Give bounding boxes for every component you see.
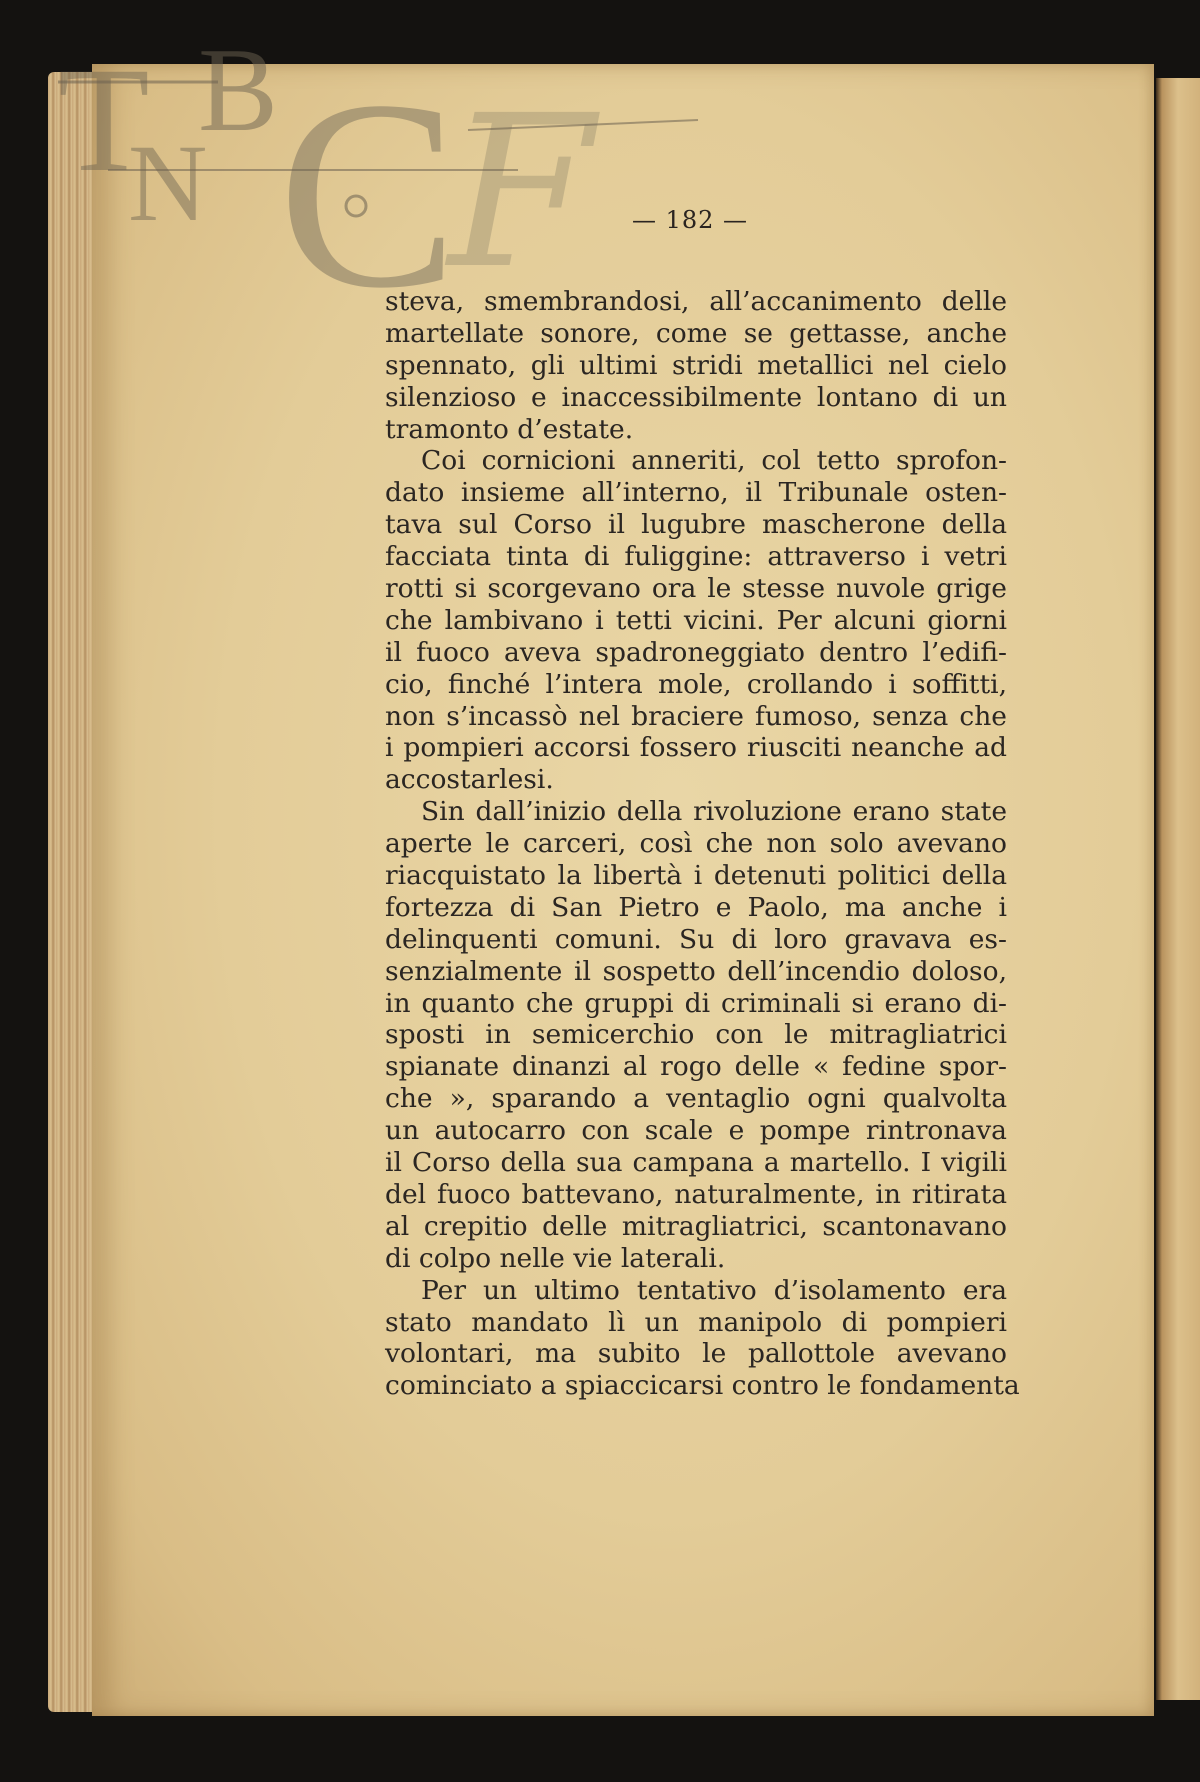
text-line: in quanto che gruppi di criminali si erano di- [385,987,1007,1019]
text-line: spianate dinanzi al rogo delle « fedine spor- [385,1051,1007,1083]
text-line: tramonto d’estate. [385,413,634,445]
text-line: delinquenti comuni. Su di loro gravava es- [385,923,1007,955]
text-line: stato mandato lì un manipolo di pompieri [385,1306,1007,1338]
text-line: cominciato a spiaccicarsi contro le fondamenta [385,1370,1020,1402]
text-line: martellate sonore, come se gettasse, anche [385,317,1007,349]
text-line: spennato, gli ultimi stridi metallici nel cielo [385,349,1007,381]
page-number: — 182 — [631,206,749,234]
watermark-letter-f: F [448,70,594,310]
watermark-letter-t: T [58,37,150,203]
text-line: sposti in semicerchio con le mitragliatrici [385,1019,1007,1051]
text-line: di colpo nelle vie laterali. [385,1242,726,1274]
watermark-letter-b: B [198,23,279,156]
facing-page-edge [1156,78,1200,1700]
text-line: silenzioso e inaccessibilmente lontano di un [385,381,1007,413]
text-line: non s’incassò nel braciere fumoso, senza che [385,700,1007,732]
paragraph [385,1274,1020,1403]
text-line: accostarlesi. [385,764,554,796]
text-line: che lambivano i tetti vicini. Per alcuni giorni [385,604,1007,636]
text-line: steva, smembrandosi, all’accanimento delle [385,286,1007,317]
watermark-letter-n: N [128,122,208,244]
text-line: facciata tinta di fuliggine: attraverso i vetri [385,541,1007,573]
body-text [385,286,1020,1402]
text-line: fortezza di San Pietro e Paolo, ma anche i [385,891,1007,923]
text-line: cio, finché l’intera mole, crollando i soffitti, [385,668,1007,700]
library-watermark-logo [48,20,708,310]
text-line: il Corso della sua campana a martello. I vigili [385,1147,1007,1179]
text-line: Per un ultimo tentativo d’isolamento era [421,1274,1007,1306]
text-line: aperte le carceri, così che non solo avevano [385,828,1007,860]
text-line: dato insieme all’interno, il Tribunale osten- [385,477,1007,509]
text-line: rotti si scorgevano ora le stesse nuvole grige [385,573,1007,605]
text-line: che », sparando a ventaglio ogni qualvolta [385,1083,1007,1115]
paragraph [385,286,1007,445]
text-line: Sin dall’inizio della rivoluzione erano state [421,796,1007,828]
text-line: volontari, ma subito le pallottole avevano [385,1338,1007,1370]
text-line: il fuoco aveva spadroneggiato dentro l’edifi- [385,636,1007,668]
text-line: Coi cornicioni anneriti, col tetto sprofon- [421,445,1007,477]
watermark-letter-c: C [278,45,459,310]
text-line: senzialmente il sospetto dell’incendio doloso, [385,955,1007,987]
text-line: al crepitio delle mitragliatrici, scantonavano [385,1210,1007,1242]
text-line: tava sul Corso il lugubre mascherone della [385,509,1007,541]
text-line: un autocarro con scale e pompe rintronava [385,1115,1007,1147]
paragraph [385,445,1007,796]
text-line: riacquistato la libertà i detenuti politici della [385,860,1007,892]
text-line: i pompieri accorsi fossero riusciti neanche ad [385,732,1007,764]
paragraph [385,796,1007,1274]
text-line: del fuoco battevano, naturalmente, in ritirata [385,1178,1007,1210]
